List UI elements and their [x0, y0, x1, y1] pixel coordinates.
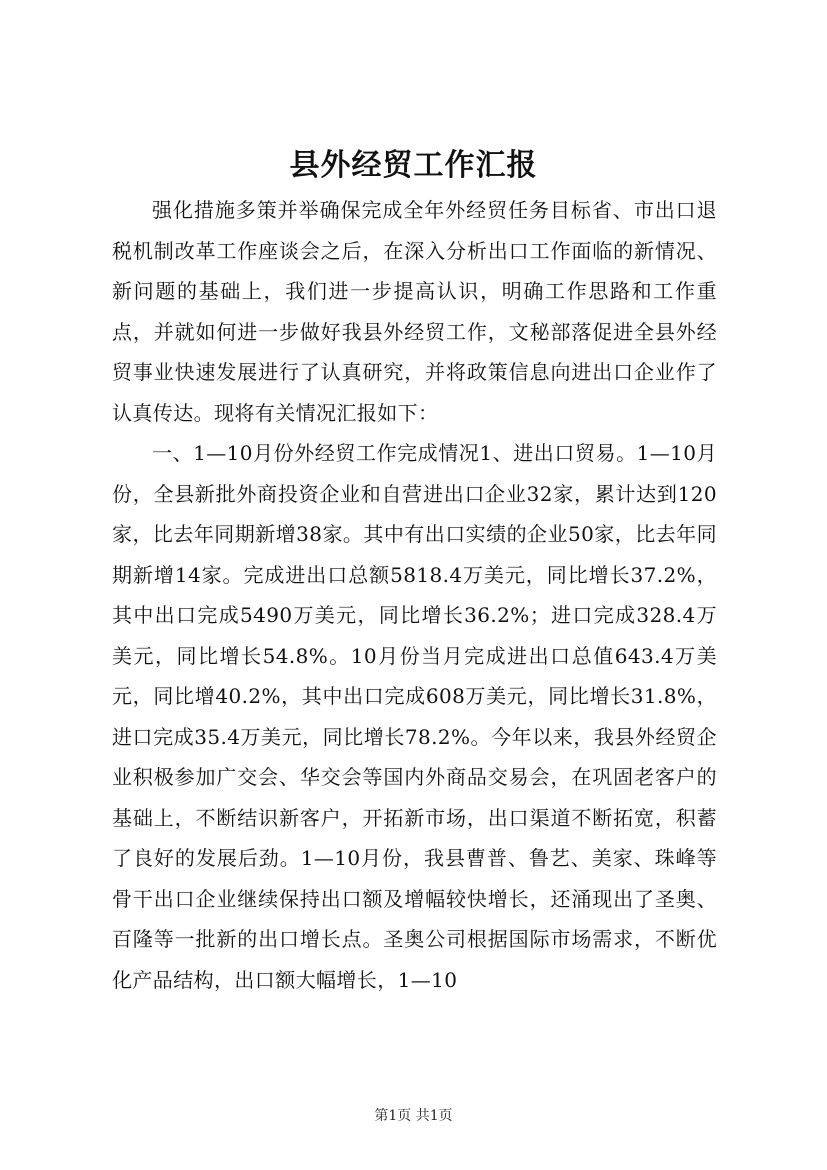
page-number-footer: 第1页 共1页: [374, 1108, 453, 1124]
document-body: [112, 190, 717, 1000]
paragraph-section-one: 一、1—10月份外经贸工作完成情况1、进出口贸易。1—10月份，全县新批外商投资企业和自营进出口企业32家，累计达到120家，比去年同期新增38家。其中有出口实绩的企业50家，比去年同期新增14家。完成进出口总额5818.4万美元，同比增长37.2%，其中出口完成5490万美元，同比增长36.2%；进口完成328.4万美元，同比增长54.8%。10月份当月完成进出口总值643.4万美元，同比增40.2%，其中出口完成608万美元，同比增长31.8%，进口完成35.4万美元，同比增长78.2%。今年以来，我县外经贸企业积极参加广交会、华交会等国内外商品交易会，在巩固老客户的基础上，不断结识新客户，开拓新市场，出口渠道不断拓宽，积蓄了良好的发展后劲。1—10月份，我县曹普、鲁艺、美家、珠峰等骨干出口企业继续保持出口额及增幅较快增长，还涌现出了圣奥、百隆等一批新的出口增长点。圣奥公司根据国际市场需求，不断优化产品结构，出口额大幅增长，1—10: [112, 441, 717, 992]
paragraph-intro: 强化措施多策并举确保完成全年外经贸任务目标省、市出口退税机制改革工作座谈会之后，在深入分析出口工作面临的新情况、新问题的基础上，我们进一步提高认识，明确工作思路和工作重点，并就如何进一步做好我县外经贸工作，文秘部落促进全县外经贸事业快速发展进行了认真研究，并将政策信息向进出口企业作了认真传达。现将有关情况汇报如下：: [112, 198, 717, 425]
document-title: 县外经贸工作汇报: [289, 148, 538, 183]
